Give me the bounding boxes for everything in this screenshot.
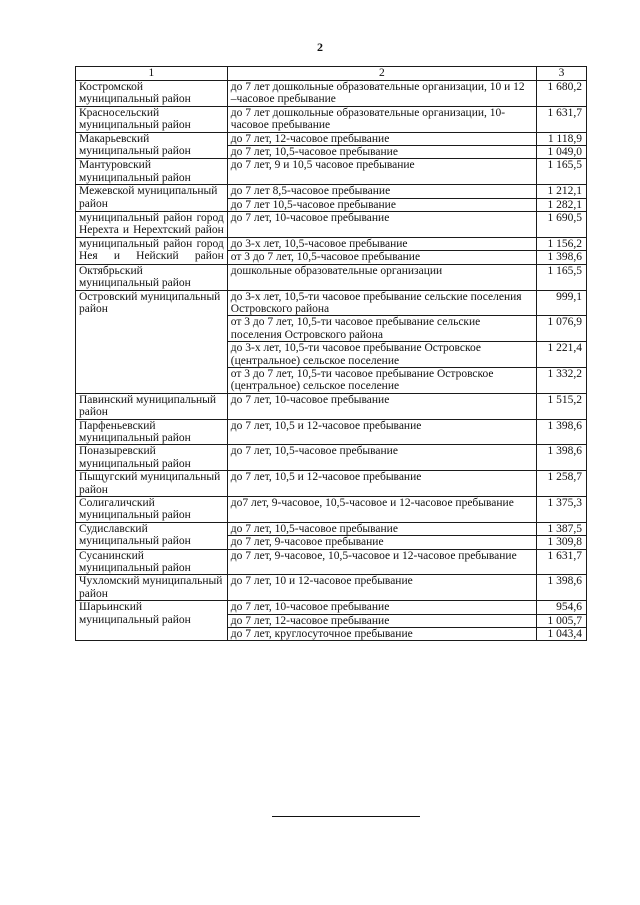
table-row xyxy=(76,601,587,614)
district-cell: Солигаличский муниципальный район xyxy=(76,497,228,523)
description-cell: до 7 лет 8,5-часовое пребывание xyxy=(227,185,536,198)
value-cell: 954,6 xyxy=(537,601,587,614)
district-cell: Костромской муниципальный район xyxy=(76,81,228,107)
description-cell: до 7 лет, 10-часовое пребывание xyxy=(227,393,536,419)
value-cell: 1 165,5 xyxy=(537,264,587,290)
description-cell: до 7 лет, 9 и 10,5 часовое пребывание xyxy=(227,159,536,185)
description-cell: до 7 лет, 10,5-часовое пребывание xyxy=(227,445,536,471)
value-cell: 1 398,6 xyxy=(537,251,587,264)
table-row xyxy=(76,393,587,419)
table-row xyxy=(76,159,587,185)
description-cell: до 7 лет, 10,5 и 12-часовое пребывание xyxy=(227,471,536,497)
description-cell: до 7 лет, 10-часовое пребывание xyxy=(227,601,536,614)
district-cell: Судиславский муниципальный район xyxy=(76,522,228,549)
description-cell: до 7 лет, 10,5 и 12-часовое пребывание xyxy=(227,419,536,445)
description-cell: до 7 лет, 9-часовое пребывание xyxy=(227,536,536,549)
value-cell: 1 631,7 xyxy=(537,549,587,575)
value-cell: 1 631,7 xyxy=(537,106,587,132)
description-cell: до7 лет, 9-часовое, 10,5-часовое и 12-часовое пребывание xyxy=(227,497,536,523)
description-cell: до 7 лет 10,5-часовое пребывание xyxy=(227,198,536,211)
description-cell: до 7 лет, 10-часовое пребывание xyxy=(227,212,536,238)
value-cell: 1 076,9 xyxy=(537,316,587,342)
description-cell: до 3-х лет, 10,5-ти часовое пребывание сельские поселения Островского района xyxy=(227,290,536,316)
column-header-1: 1 xyxy=(76,67,228,81)
table-row xyxy=(76,106,587,132)
description-cell: до 7 лет, 10 и 12-часовое пребывание xyxy=(227,575,536,601)
district-cell: Мантуровский муниципальный район xyxy=(76,159,228,185)
table-row xyxy=(76,264,587,290)
district-cell: Красносельский муниципальный район xyxy=(76,106,228,132)
value-cell: 1 387,5 xyxy=(537,522,587,535)
district-cell: Парфеньевский муниципальный район xyxy=(76,419,228,445)
description-cell: от 3 до 7 лет, 10,5-ти часовое пребывание Островское (центральное) сельское поселение xyxy=(227,367,536,393)
value-cell: 1 212,1 xyxy=(537,185,587,198)
table-row xyxy=(76,471,587,497)
district-cell: Павинский муниципальный район xyxy=(76,393,228,419)
value-cell: 1 282,1 xyxy=(537,198,587,211)
value-cell: 1 690,5 xyxy=(537,212,587,238)
district-cell: Шарьинский муниципальный район xyxy=(76,601,228,641)
value-cell: 1 043,4 xyxy=(537,628,587,641)
value-cell: 1 375,3 xyxy=(537,497,587,523)
district-cell: муниципальный район город Нерехта и Нерехтский район xyxy=(76,212,228,238)
table-body xyxy=(76,81,587,641)
tariff-table xyxy=(75,66,587,641)
value-cell: 1 156,2 xyxy=(537,237,587,250)
value-cell: 1 332,2 xyxy=(537,367,587,393)
value-cell: 1 398,6 xyxy=(537,445,587,471)
value-cell: 1 680,2 xyxy=(537,81,587,107)
table-row xyxy=(76,445,587,471)
table-row xyxy=(76,575,587,601)
table-row xyxy=(76,419,587,445)
description-cell: до 7 лет, 10,5-часовое пребывание xyxy=(227,522,536,535)
table-row xyxy=(76,522,587,535)
value-cell: 1 049,0 xyxy=(537,146,587,159)
column-header-3: 3 xyxy=(537,67,587,81)
description-cell: до 7 лет, 10,5-часовое пребывание xyxy=(227,146,536,159)
table-row xyxy=(76,132,587,145)
description-cell: до 7 лет, 12-часовое пребывание xyxy=(227,132,536,145)
description-cell: до 7 лет дошкольные образовательные организации, 10-часовое пребывание xyxy=(227,106,536,132)
value-cell: 1 398,6 xyxy=(537,419,587,445)
table-row xyxy=(76,290,587,316)
table-row xyxy=(76,497,587,523)
district-cell: Пыщугский муниципальный район xyxy=(76,471,228,497)
description-cell: до 7 лет дошкольные образовательные организации, 10 и 12 –часовое пребывание xyxy=(227,81,536,107)
value-cell: 999,1 xyxy=(537,290,587,316)
district-cell: Островский муниципальный район xyxy=(76,290,228,393)
page-number: 2 xyxy=(317,40,323,54)
district-cell: Чухломский муниципальный район xyxy=(76,575,228,601)
district-cell: Октябрьский муниципальный район xyxy=(76,264,228,290)
table-row xyxy=(76,81,587,107)
table-row xyxy=(76,212,587,238)
description-cell: до 3-х лет, 10,5-часовое пребывание xyxy=(227,237,536,250)
district-cell: Макарьевский муниципальный район xyxy=(76,132,228,159)
description-cell: до 7 лет, 9-часовое, 10,5-часовое и 12-часовое пребывание xyxy=(227,549,536,575)
value-cell: 1 258,7 xyxy=(537,471,587,497)
footer-divider xyxy=(272,816,420,817)
value-cell: 1 118,9 xyxy=(537,132,587,145)
value-cell: 1 398,6 xyxy=(537,575,587,601)
table-row xyxy=(76,237,587,250)
district-cell: Сусанинский муниципальный район xyxy=(76,549,228,575)
value-cell: 1 005,7 xyxy=(537,614,587,627)
table-row xyxy=(76,185,587,198)
description-cell: от 3 до 7 лет, 10,5-ти часовое пребывание сельские поселения Островского района xyxy=(227,316,536,342)
table-row xyxy=(76,549,587,575)
description-cell: до 7 лет, круглосуточное пребывание xyxy=(227,628,536,641)
description-cell: дошкольные образовательные организации xyxy=(227,264,536,290)
value-cell: 1 515,2 xyxy=(537,393,587,419)
district-cell: Поназыревский муниципальный район xyxy=(76,445,228,471)
value-cell: 1 309,8 xyxy=(537,536,587,549)
column-header-2: 2 xyxy=(227,67,536,81)
description-cell: до 7 лет, 12-часовое пребывание xyxy=(227,614,536,627)
district-cell: муниципальный район город Нея и Нейский район xyxy=(76,237,228,264)
table-header-row xyxy=(76,67,587,81)
value-cell: 1 221,4 xyxy=(537,342,587,368)
district-cell: Межевской муниципальный район xyxy=(76,185,228,212)
value-cell: 1 165,5 xyxy=(537,159,587,185)
description-cell: до 3-х лет, 10,5-ти часовое пребывание Островское (центральное) сельское поселение xyxy=(227,342,536,368)
description-cell: от 3 до 7 лет, 10,5-часовое пребывание xyxy=(227,251,536,264)
